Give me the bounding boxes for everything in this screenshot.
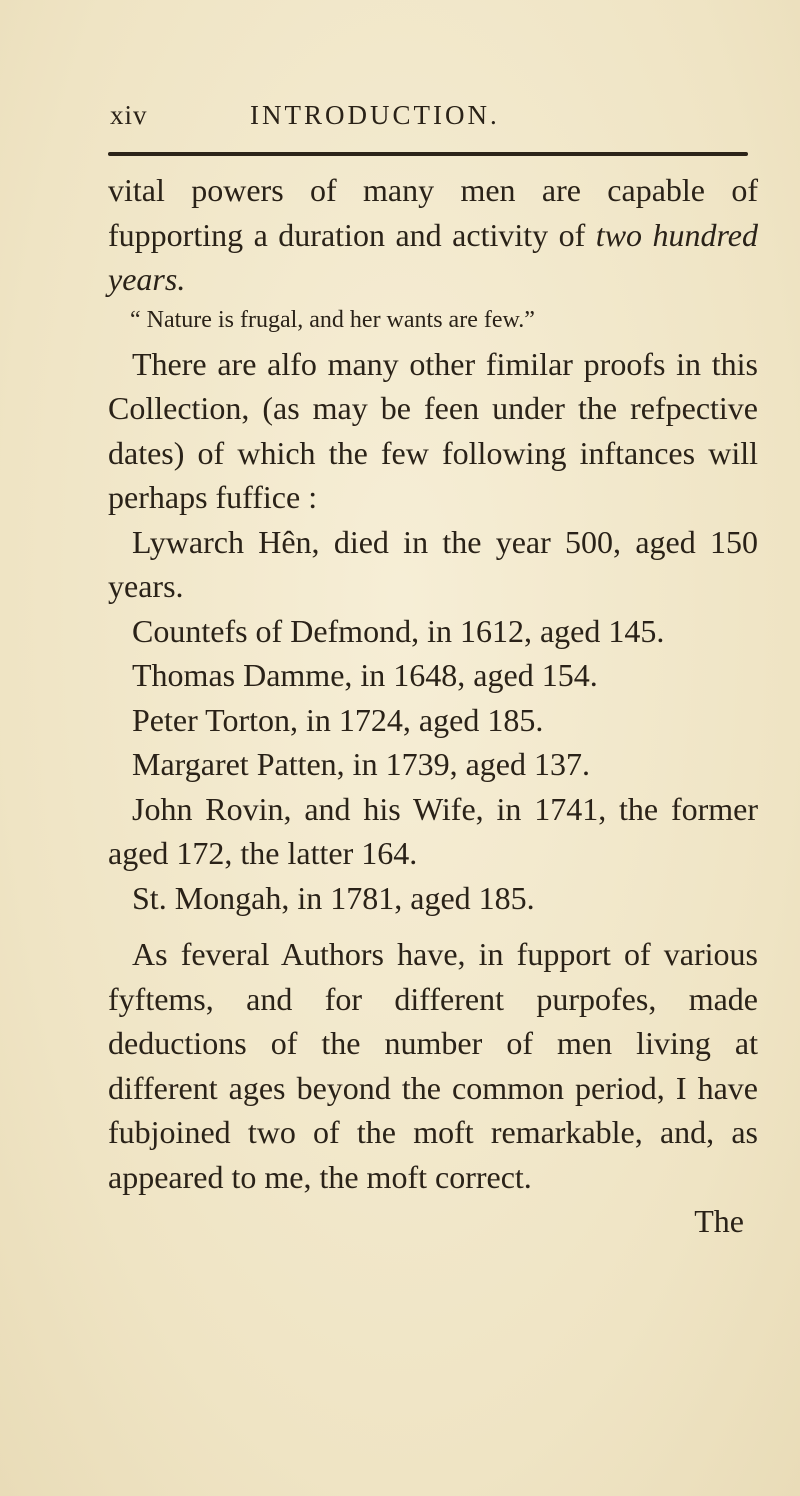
paragraph-continuation bbox=[108, 168, 758, 302]
list-item: John Rovin, and his Wife, in 1741, the former aged 172, the latter 164. bbox=[108, 790, 758, 871]
list-item: St. Mongah, in 1781, aged 185. bbox=[132, 879, 535, 916]
spacer bbox=[108, 920, 758, 932]
list-item: Thomas Damme, in 1648, aged 154. bbox=[132, 657, 598, 693]
header-rule bbox=[108, 152, 748, 156]
paragraph-proofs: There are alfo many other fimilar proofs in this Collection, (as may be feen under the refpective dates) of which the few following inftances will perhaps fuffice : bbox=[108, 345, 758, 515]
quotation: “ Nature is frugal, and her wants are few.” bbox=[130, 306, 535, 333]
page-header bbox=[110, 100, 750, 140]
list-item: Margaret Patten, in 1739, aged 137. bbox=[132, 746, 590, 782]
body-text bbox=[108, 168, 758, 1244]
list-item: Peter Torton, in 1724, aged 185. bbox=[132, 701, 544, 738]
catchword: The bbox=[694, 1203, 744, 1239]
running-head: INTRODUCTION. bbox=[250, 100, 500, 130]
list-item: Countefs of Defmond, in 1612, aged 145. bbox=[132, 612, 665, 649]
list-item: Lywarch Hên, died in the year 500, aged 150 years. bbox=[108, 523, 758, 604]
paragraph-authors: As feveral Authors have, in fupport of various fyftems, and for different purpofes, made deductions of the number of men living at different ages beyond the common period, I have fubjoined two of the moft remarkable, and, as appeared to me, the moft correct. bbox=[108, 936, 758, 1195]
paragraph-text: vital powers of many men are capable of fupporting a duration and activity of bbox=[108, 172, 758, 253]
page-number: xiv bbox=[110, 100, 148, 130]
emphasis-text: two hundred years. bbox=[108, 216, 759, 297]
